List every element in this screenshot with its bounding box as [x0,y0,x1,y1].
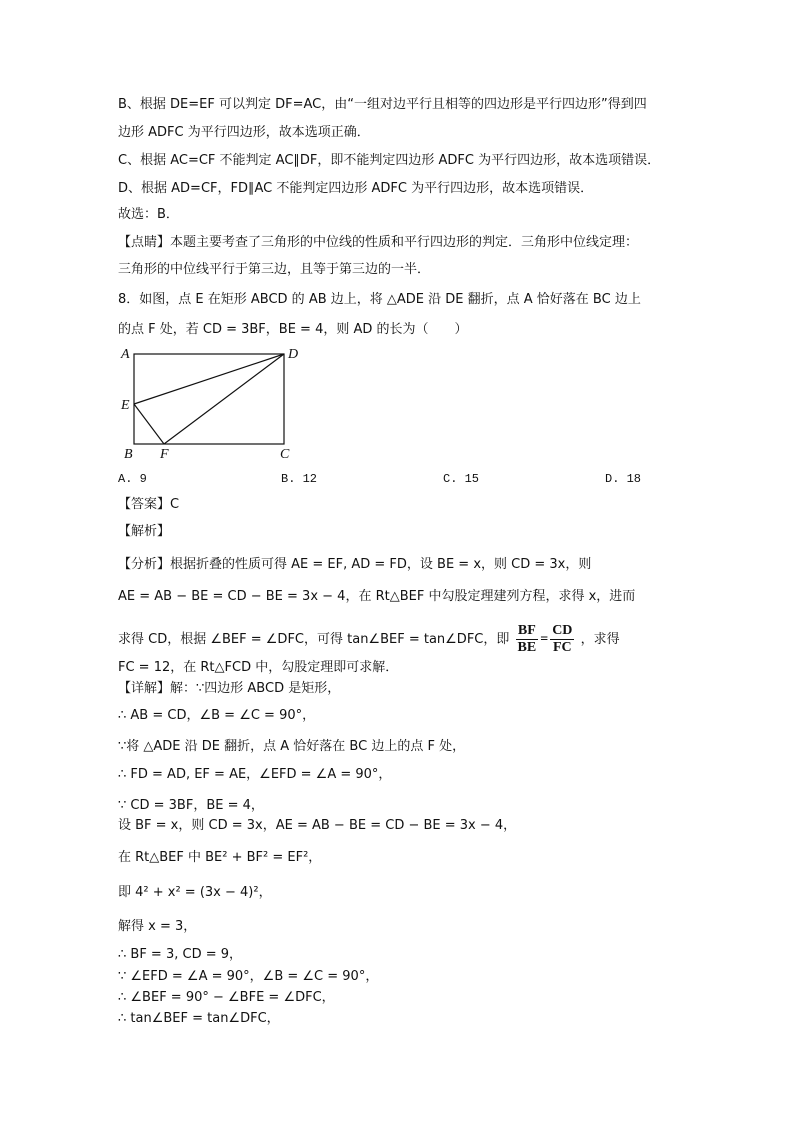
analysis-line2: AE = AB − BE = CD − BE = 3x − 4，在 Rt△BEF 中勾股定理建列方程，求得 x，进而 [118,589,636,604]
detail-line8: 即 4² + x² = (3x − 4)²， [118,885,272,900]
answer-label: 【答案】C [118,497,180,512]
segment-fd [164,354,284,444]
option-d: D. 18 [605,472,642,486]
choice-statement: 故选：B． [118,207,179,222]
option-b-explanation-line1: B、根据 DE=EF 可以判定 DF=AC，由“一组对边平行且相等的四边形是平行四边形”得到四 [118,97,647,112]
detail-line10: ∴ BF = 3, CD = 9， [118,947,243,962]
detail-line3: ∵将 △ADE 沿 DE 翻折，点 A 恰好落在 BC 边上的点 F 处， [118,739,466,754]
detail-line5: ∵ CD = 3BF，BE = 4， [118,798,264,813]
key-point-line2: 三角形的中位线平行于第三边，且等于第三边的一半． [118,262,431,277]
option-c-explanation: C、根据 AC=CF 不能判定 AC∥DF，即不能判定四边形 ADFC 为平行四边形，故本选项错误． [118,153,661,168]
analysis-line3-tail: ，求得 [580,632,620,647]
analysis-line1: 【分析】根据折叠的性质可得 AE = EF, AD = FD，设 BE = x，则 CD = 3x，则 [118,557,592,572]
detail-line4: ∴ FD = AD, EF = AE，∠EFD = ∠A = 90°， [118,767,392,782]
fraction-cd-over-fc: $\frac{CD}{FC}$ [552,623,573,655]
segment-ed [134,354,284,404]
detail-line2: ∴ AB = CD，∠B = ∠C = 90°， [118,708,316,723]
question-8-line1: 8．如图，点 E 在矩形 ABCD 的 AB 边上，将 △ADE 沿 DE 翻折，点 A 恰好落在 BC 边上 [118,292,641,307]
segment-ef [134,404,164,444]
analysis-line3 [118,622,620,658]
fraction-equals: = [540,632,549,647]
analysis-line4: FC = 12，在 Rt△FCD 中，勾股定理即可求解． [118,660,399,675]
label-c: C [280,447,290,462]
option-b: B. 12 [281,472,318,486]
detail-line6: 设 BF = x，则 CD = 3x，AE = AB − BE = CD − BE = 3x − 4， [118,818,517,833]
analysis-heading: 【解析】 [118,524,171,539]
option-c: C. 15 [443,472,480,486]
option-a: A. 9 [118,472,147,486]
rectangle-abcd [134,354,284,444]
label-d: D [288,347,299,362]
detail-line7: 在 Rt△BEF 中 BE² + BF² = EF²， [118,850,322,865]
detail-line11: ∵ ∠EFD = ∠A = 90°，∠B = ∠C = 90°， [118,969,379,984]
option-b-explanation-line2: 边形 ADFC 为平行四边形，故本选项正确． [118,125,370,140]
question-8-line2: 的点 F 处，若 CD = 3BF，BE = 4，则 AD 的长为（ ） [118,322,468,337]
fraction-bf-over-be: $\frac{BF}{BE}$ [517,623,537,655]
detail-line13: ∴ tan∠BEF = tan∠DFC， [118,1011,280,1026]
analysis-line3-text: 求得 CD，根据 ∠BEF = ∠DFC，可得 tan∠BEF = tan∠DFC，即 [118,632,510,647]
rectangle-figure [112,342,312,462]
option-d-explanation: D、根据 AD=CF，FD∥AC 不能判定四边形 ADFC 为平行四边形，故本选项错误． [118,181,594,196]
label-e: E [121,398,130,413]
detail-line12: ∴ ∠BEF = 90° − ∠BFE = ∠DFC， [118,990,335,1005]
label-b: B [124,447,133,462]
key-point-line1: 【点睛】本题主要考查了三角形的中位线的性质和平行四边形的判定．三角形中位线定理： [118,235,639,250]
detail-line1: 【详解】解：∵四边形 ABCD 是矩形， [118,681,341,696]
label-a: A [121,347,130,362]
detail-line9: 解得 x = 3， [118,919,197,934]
label-f: F [160,447,169,462]
